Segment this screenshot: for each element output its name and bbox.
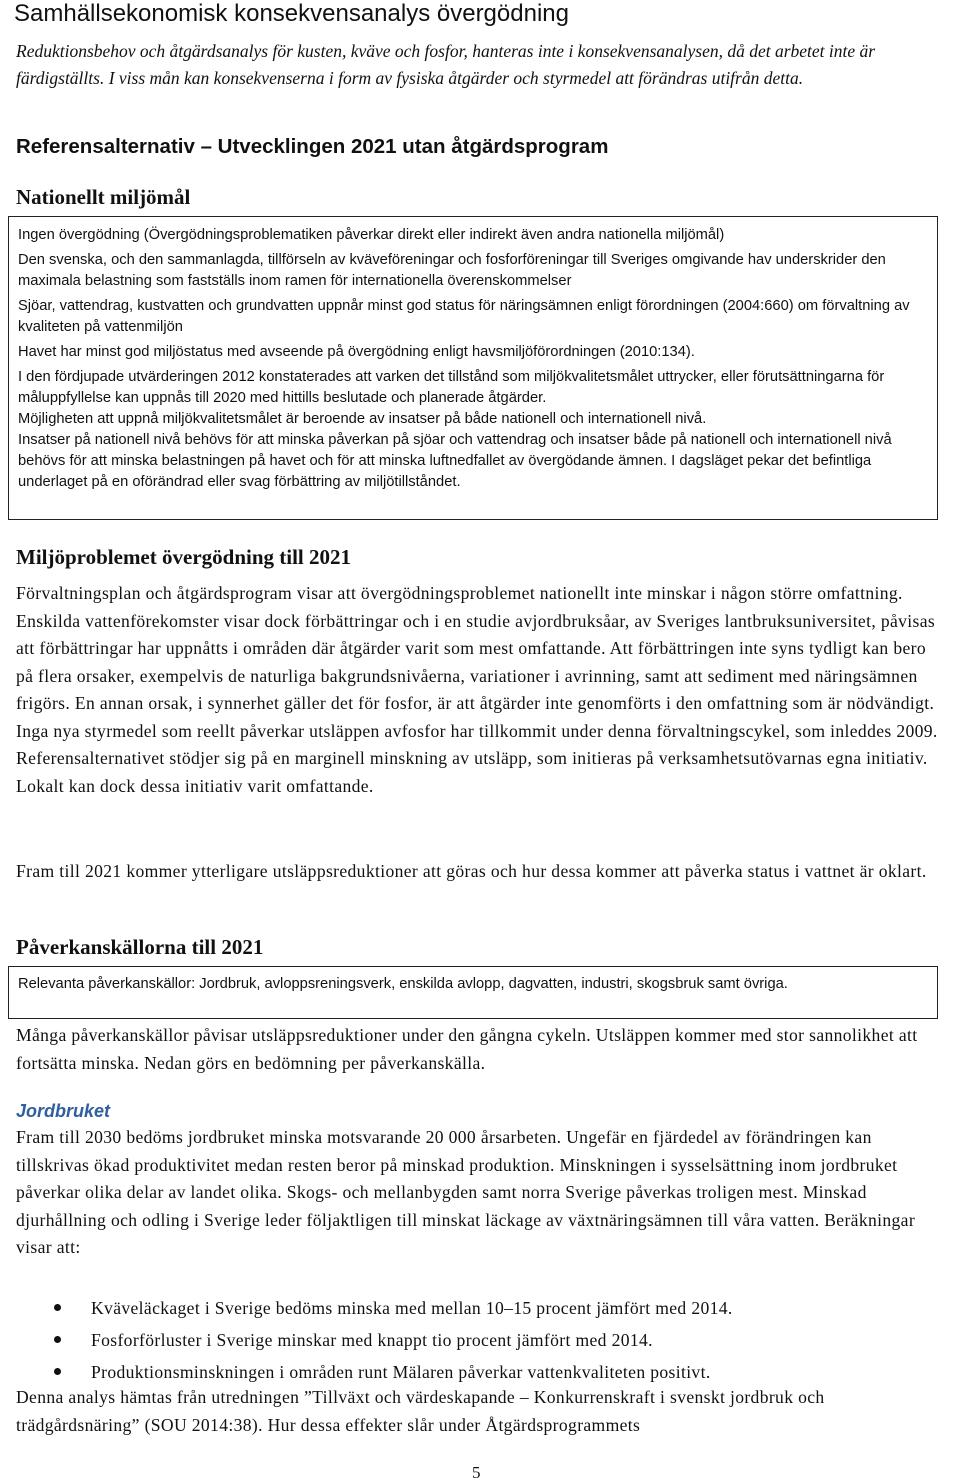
goal-paragraph: Möjligheten att uppnå miljökvalitetsmålet är beroende av insatser på både nationell och internationell nivå.: [18, 411, 707, 427]
pressure-sources-heading: Påverkanskällorna till 2021: [16, 935, 264, 959]
bullet-icon: [54, 1336, 61, 1343]
agriculture-bullet-list: [16, 1292, 936, 1388]
national-goal-box: [8, 216, 938, 520]
bullet-icon: [54, 1368, 61, 1375]
goal-paragraph: Den svenska, och den sammanlagda, tillförseln av kväveföreningar och fosforföreningar till Sveriges omgivande hav underskrider den maximala belastning som fastställs inom ramen för internationella överenskommelser: [18, 252, 886, 289]
relevant-sources-box: [8, 966, 938, 1019]
agriculture-source-paragraph: Denna analys hämtas från utredningen ”Tillväxt och värdeskapande – Konkurrenskraft i svenskt jordbruk och trädgårdsnäring” (SOU 2014:38). Hur dessa effekter slår under Åtgärdsprogrammets: [16, 1387, 825, 1435]
goal-paragraph: Havet har minst god miljöstatus med avseende på övergödning enligt havsmiljöförordningen (2010:134).: [18, 344, 695, 360]
environment-problem-heading: Miljöproblemet övergödning till 2021: [16, 545, 352, 569]
agriculture-heading: Jordbruket: [16, 1101, 111, 1121]
document-title: Samhällsekonomisk konsekvensanalys övergödning: [14, 0, 569, 27]
relevant-sources-text: Relevanta påverkanskällor: Jordbruk, avloppsreningsverk, enskilda avlopp, dagvatten, industri, skogsbruk samt övriga.: [18, 976, 788, 992]
goal-paragraph: I den fördjupade utvärderingen 2012 konstaterades att varken det tillstånd som miljökvalitetsmålet uttrycker, eller förutsättningarna för måluppfyllelse kan uppnås till 2020 med hittills beslutade och planerade åtgärder.: [18, 369, 885, 406]
page-number: 5: [472, 1463, 481, 1482]
list-item-text: Fosforförluster i Sverige minskar med knappt tio procent jämfört med 2014.: [91, 1330, 653, 1350]
bullet-icon: [54, 1304, 61, 1311]
list-item: [16, 1292, 936, 1324]
national-goal-heading: Nationellt miljömål: [16, 185, 191, 209]
environment-paragraph: Förvaltningsplan och åtgärdsprogram visar att övergödningsproblemet nationellt inte minskar i någon större omfattning. Enskilda vattenförekomster visar dock förbättringar och i en studie avjordbruksåar, av Sveriges lantbruksuniversitet, påvisas att förbättringar har uppnåtts i områden där åtgärder varit som mest omfattande. Att förbättringen inte syns tydligt kan bero på flera orsaker, exempelvis de naturliga bakgrundsnivåerna, variationer i avrinning, samt att sediment med näringsämnen frigörs. En annan orsak, i synnerhet gäller det för fosfor, är att åtgärder inte genomförts i den omfattning som är nödvändigt. Inga nya styrmedel som reellt påverkar utsläppen avfosfor har tillkommit under denna förvaltningscykel, som inleddes 2009. Referensalternativet stödjer sig på en marginell minskning av utsläpp, som initieras på verksamhetsutövarnas egna initiativ. Lokalt kan dock dessa initiativ varit omfattande.: [16, 583, 938, 796]
list-item-text: Produktionsminskningen i områden runt Mälaren påverkar vattenkvaliteten positivt.: [91, 1362, 711, 1382]
list-item: [16, 1324, 936, 1356]
reference-alternative-heading: Referensalternativ – Utvecklingen 2021 utan åtgärdsprogram: [16, 135, 609, 158]
environment-paragraph: Fram till 2021 kommer ytterligare utsläppsreduktioner att göras och hur dessa kommer att påverka status i vattnet är oklart.: [16, 861, 927, 881]
agriculture-paragraph: Fram till 2030 bedöms jordbruket minska motsvarande 20 000 årsarbeten. Ungefär en fjärdedel av förändringen kan tillskrivas ökad produktivitet medan resten beror på minskad produktion. Minskningen i sysselsättning inom jordbruket påverkar olika delar av landet olika. Skogs- och mellanbygden samt norra Sverige påverkas troligen mest. Minskad djurhållning och odling i Sverige leder följaktligen till minskat läckage av växtnäringsämnen till våra vatten. Beräkningar visar att:: [16, 1127, 916, 1257]
goal-paragraph: Ingen övergödning (Övergödningsproblematiken påverkar direkt eller indirekt även andra nationella miljömål): [18, 227, 725, 243]
pressure-sources-paragraph: Många påverkanskällor påvisar utsläppsreduktioner under den gångna cykeln. Utsläppen kommer med stor sannolikhet att fortsätta minska. Nedan görs en bedömning per påverkanskälla.: [16, 1025, 918, 1073]
list-item-text: Kväveläckaget i Sverige bedöms minska med mellan 10–15 procent jämfört med 2014.: [91, 1298, 733, 1318]
goal-paragraph: Sjöar, vattendrag, kustvatten och grundvatten uppnår minst god status för näringsämnen enligt förordningen (2004:660) om förvaltning av kvaliteten på vattenmiljön: [18, 298, 910, 335]
intro-paragraph: Reduktionsbehov och åtgärdsanalys för kusten, kväve och fosfor, hanteras inte i konsekvensanalysen, då det arbetet inte är färdigställts. I viss mån kan konsekvenserna i form av fysiska åtgärder och styrmedel att förändras utifrån detta.: [16, 41, 876, 88]
goal-paragraph: Insatser på nationell nivå behövs för att minska påverkan på sjöar och vattendrag och insatser både på nationell och internationell nivå behövs för att minska belastningen på havet och för att minska luftnedfallet av övergödande ämnen. I dagsläget pekar det befintliga underlaget på en oförändrad eller svag förbättring av miljötillståndet.: [18, 432, 892, 490]
